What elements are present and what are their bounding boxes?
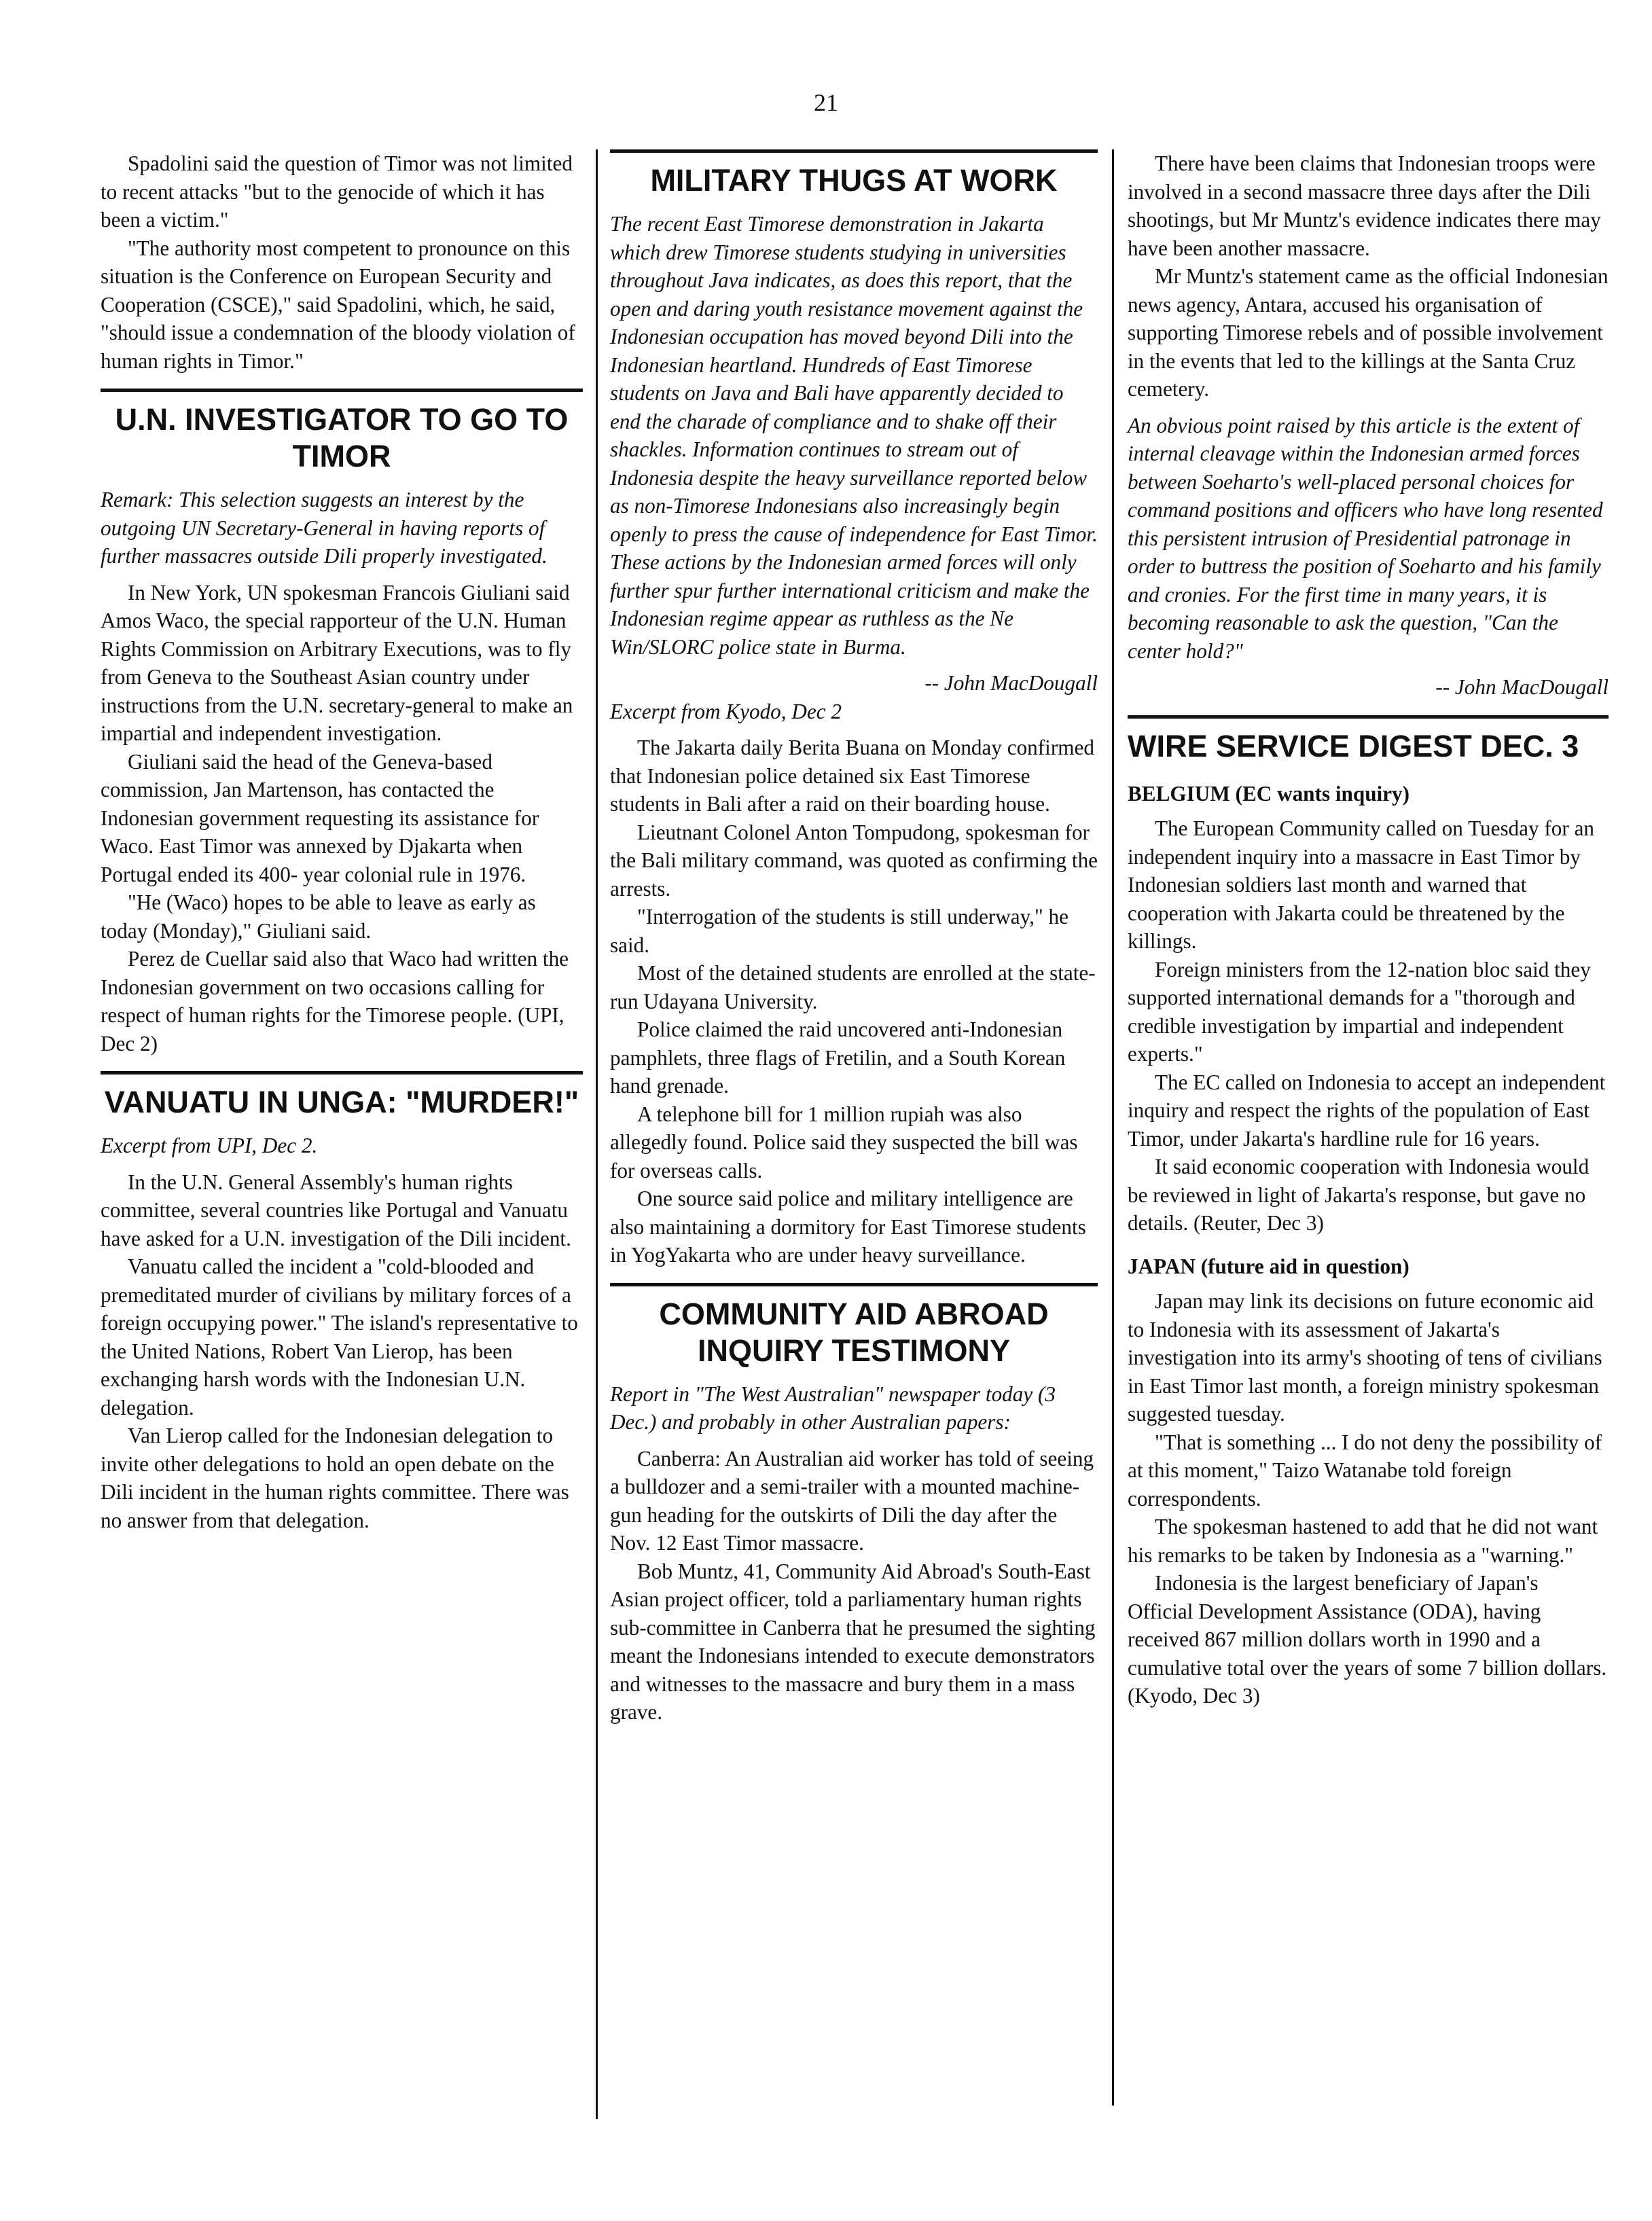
article-paragraph: Van Lierop called for the Indonesian delegation to invite other delegations to hold an open debate on the Dili incident in the human rights committee. There was no answer from that delegation. bbox=[101, 1424, 569, 1532]
source-line: Report in "The West Australian" newspaper today (3 Dec.) and probably in other Australian papers: bbox=[610, 1382, 1056, 1434]
article-paragraph: "Interrogation of the students is still underway," he said. bbox=[610, 905, 1069, 957]
column-middle bbox=[610, 149, 1098, 1727]
article-paragraph: Police claimed the raid uncovered anti-Indonesian pamphlets, three flags of Fretilin, and a South Korean hand grenade. bbox=[610, 1017, 1066, 1098]
article-paragraph: The spokesman hastened to add that he did not want his remarks to be taken by Indonesia as a "warning." bbox=[1128, 1515, 1598, 1567]
article-paragraph: Perez de Cuellar said also that Waco had written the Indonesian government on two occasions calling for respect of human rights for the Timorese people. (UPI, Dec 2) bbox=[101, 947, 569, 1055]
headline: U.N. INVESTIGATOR TO GO TO TIMOR bbox=[115, 402, 569, 473]
editor-remark: Remark: This selection suggests an interest by the outgoing UN Secretary-General in having reports of further massacres outside Dili properly investigated. bbox=[101, 488, 547, 568]
headline: WIRE SERVICE DIGEST DEC. 3 bbox=[1128, 728, 1579, 763]
article-military-thugs bbox=[610, 149, 1098, 1269]
article-paragraph: Spadolini said the question of Timor was not limited to recent attacks "but to the genocide of which it has been a victim." bbox=[101, 151, 573, 232]
byline: -- John MacDougall bbox=[924, 671, 1098, 695]
article-paragraph: A telephone bill for 1 million rupiah was also allegedly found. Police said they suspected the bill was for overseas calls. bbox=[610, 1102, 1078, 1182]
editor-commentary: The recent East Timorese demonstration in Jakarta which drew Timorese students studying in universities throughout Java indicates, as does this report, that the open and daring youth resistance movement against the Indonesian occupation has moved beyond Dili into the Indonesian heartland. Hundreds of East Timorese students on Java and Bali have apparently decided to end the charade of compliance and to shake off their shackles. Information continues to stream out of Indonesia despite the heavy surveillance reported below as non-Timorese Indonesians also increasingly begin openly to press the cause of independence for East Timor. These actions by the Indonesian armed forces will only further spur further international criticism and make the Indonesian regime appear as ruthless as the Ne Win/SLORC police state in Burma. bbox=[610, 212, 1098, 659]
headline: MILITARY THUGS AT WORK bbox=[650, 163, 1058, 198]
byline: -- John MacDougall bbox=[1435, 675, 1609, 699]
article-paragraph: In New York, UN spokesman Francois Giuliani said Amos Waco, the special rapporteur of the U.N. Human Rights Commission on Arbitrary Executions, was to fly from Geneva to the Southeast Asian country under instructions from the U.N. secretary-general to make an impartial and independent investigation. bbox=[101, 580, 573, 745]
article-paragraph: Mr Muntz's statement came as the official Indonesian news agency, Antara, accused his organisation of supporting Timorese rebels and of possible involvement in the events that led to the killings at the Santa Cruz cemetery. bbox=[1128, 264, 1609, 401]
article-paragraph: There have been claims that Indonesian troops were involved in a second massacre three days after the Dili shootings, but Mr Muntz's evidence indicates there may have been another massacre. bbox=[1128, 151, 1601, 260]
article-wire-service-digest bbox=[1128, 715, 1609, 1710]
article-paragraph: Most of the detained students are enrolled at the state-run Udayana University. bbox=[610, 961, 1096, 1013]
source-line: Excerpt from UPI, Dec 2. bbox=[101, 1134, 318, 1157]
column-right bbox=[1128, 149, 1609, 1710]
column-divider bbox=[1112, 149, 1114, 2106]
headline: VANUATU IN UNGA: "MURDER!" bbox=[104, 1085, 579, 1119]
page-number: 21 bbox=[814, 89, 838, 116]
article-paragraph: One source said police and military intelligence are also maintaining a dormitory for East Timorese students in YogYakarta who are under heavy surveillance. bbox=[610, 1187, 1086, 1267]
article-paragraph: Lieutnant Colonel Anton Tompudong, spokesman for the Bali military command, was quoted as confirming the arrests. bbox=[610, 820, 1098, 901]
column-left bbox=[101, 149, 583, 1534]
article-paragraph: "The authority most competent to pronounce on this situation is the Conference on European Security and Cooperation (CSCE)," said Spadolini, which, he said, "should issue a condemnation of the bloody violation of human rights in Timor." bbox=[101, 236, 575, 373]
source-line: Excerpt from Kyodo, Dec 2 bbox=[610, 699, 842, 723]
subhead: JAPAN (future aid in question) bbox=[1128, 1254, 1409, 1278]
article-paragraph: Giuliani said the head of the Geneva-based commission, Jan Martenson, has contacted the Indonesian government requesting its assistance for Waco. East Timor was annexed by Djakarta when Portugal ended its 400- year colonial rule in 1976. bbox=[101, 749, 539, 886]
editor-commentary: An obvious point raised by this article is the extent of internal cleavage within the Indonesian armed forces between Soeharto's well-placed personal choices for command positions and officers who have long resented this persistent intrusion of Presidential patronage in order to buttress the position of Soeharto and his family and cronies. For the first time in many years, it is becoming reasonable to ask the question, "Can the center hold?" bbox=[1128, 413, 1603, 663]
subhead: BELGIUM (EC wants inquiry) bbox=[1128, 781, 1410, 806]
article-paragraph: Bob Muntz, 41, Community Aid Abroad's South-East Asian project officer, told a parliamentary human rights sub-committee in Canberra that he presumed the sighting meant the Indonesians intended to execute demonstrators and witnesses to the massacre and bury them in a mass grave. bbox=[610, 1559, 1096, 1724]
article-paragraph: Foreign ministers from the 12-nation bloc said they supported international demands for a "thorough and credible investigation by impartial and independent experts." bbox=[1128, 957, 1591, 1066]
headline: COMMUNITY AID ABROAD INQUIRY TESTIMONY bbox=[659, 1296, 1049, 1368]
article-paragraph: In the U.N. General Assembly's human rights committee, several countries like Portugal and Vanuatu have asked for a U.N. investigation of the Dili incident. bbox=[101, 1170, 571, 1250]
article-paragraph: Indonesia is the largest beneficiary of Japan's Official Development Assistance (ODA), having received 867 million dollars worth in 1990 and a cumulative total over the years of some 7 billion dollars. (Kyodo, Dec 3) bbox=[1128, 1571, 1607, 1708]
article-paragraph: Japan may link its decisions on future economic aid to Indonesia with its assessment of Jakarta's investigation into its army's shooting of tens of civilians in East Timor last month, a foreign ministry spokesman suggested tuesday. bbox=[1128, 1289, 1602, 1426]
article-paragraph: The European Community called on Tuesday for an independent inquiry into a massacre in East Timor by Indonesian soldiers last month and warned that cooperation with Jakarta could be threatened by the killings. bbox=[1128, 816, 1595, 953]
article-paragraph: The EC called on Indonesia to accept an independent inquiry and respect the rights of the population of East Timor, under Jakarta's hardline rule for 16 years. bbox=[1128, 1070, 1606, 1151]
article-vanuatu bbox=[101, 1071, 583, 1534]
article-community-aid-abroad bbox=[610, 1283, 1098, 1727]
article-paragraph: The Jakarta daily Berita Buana on Monday confirmed that Indonesian police detained six East Timorese students in Bali after a raid on their boarding house. bbox=[610, 736, 1094, 816]
article-paragraph: Canberra: An Australian aid worker has told of seeing a bulldozer and a semi-trailer with a mounted machine-gun heading for the outskirts of Dili the day after the Nov. 12 East Timor massacre. bbox=[610, 1446, 1094, 1555]
column-divider bbox=[596, 149, 598, 2119]
article-paragraph: "That is something ... I do not deny the possibility of at this moment," Taizo Watanabe told foreign correspondents. bbox=[1128, 1430, 1602, 1511]
article-paragraph: "He (Waco) hopes to be able to leave as early as today (Monday)," Giuliani said. bbox=[101, 890, 536, 943]
article-un-investigator bbox=[101, 389, 583, 1058]
article-paragraph: It said economic cooperation with Indonesia would be reviewed in light of Jakarta's response, but gave no details. (Reuter, Dec 3) bbox=[1128, 1155, 1590, 1235]
article-paragraph: Vanuatu called the incident a "cold-blooded and premeditated murder of civilians by military forces of a foreign occupying power." The island's representative to the United Nations, Robert Van Lierop, has been exchanging harsh words with the Indonesian U.N. delegation. bbox=[101, 1254, 578, 1420]
